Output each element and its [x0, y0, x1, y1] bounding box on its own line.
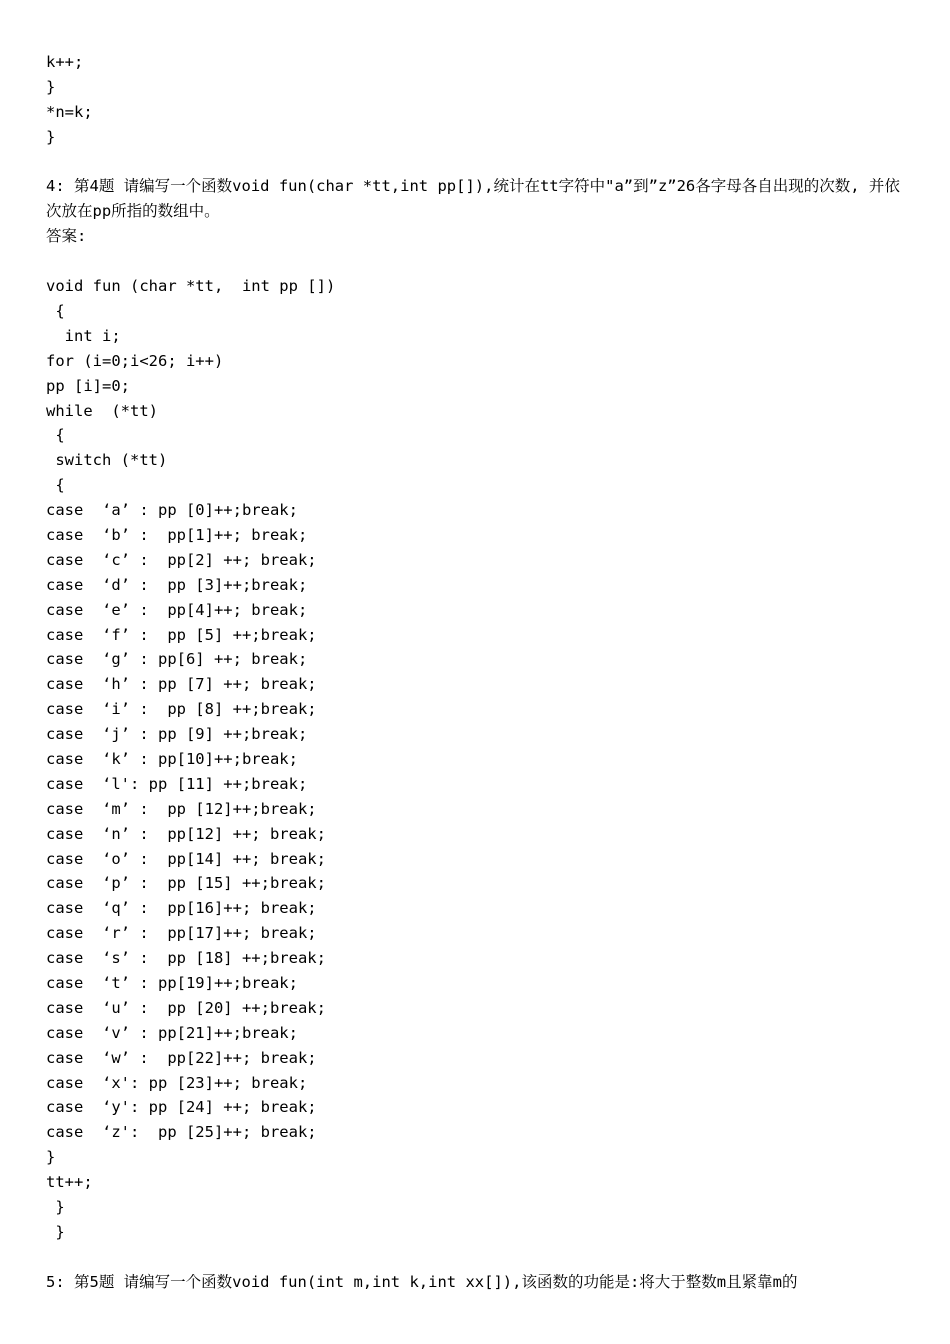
code-line: case ‘s’ : pp [18] ++;break;: [46, 949, 326, 968]
code-line: case ‘h’ : pp [7] ++; break;: [46, 675, 317, 694]
code-line: case ‘w’ : pp[22]++; break;: [46, 1048, 317, 1067]
document-page: [46, 50, 916, 1295]
spacer: [46, 150, 916, 175]
code-line: case ‘t’ : pp[19]++;break;: [46, 973, 298, 992]
code-line: tt++;: [46, 1173, 93, 1192]
code-line: case ‘z': pp [25]++; break;: [46, 1123, 317, 1142]
spacer: [46, 1245, 916, 1270]
code-line: case ‘r’ : pp[17]++; break;: [46, 924, 317, 943]
code-line: for (i=0;i<26; i++): [46, 351, 224, 370]
code-line: k++;: [46, 53, 84, 71]
code-line: while (*tt): [46, 401, 158, 420]
code-line: case ‘u’ : pp [20] ++;break;: [46, 998, 326, 1017]
question-5-text: 5: 第5题 请编写一个函数void fun(int m,int k,int xx[]),该函数的功能是:将大于整数m且紧靠m的: [46, 1272, 798, 1291]
code-line: }: [46, 1148, 56, 1167]
code-line: case ‘g’ : pp[6] ++; break;: [46, 650, 308, 669]
code-line: *n=k;: [46, 102, 93, 121]
code-line: }: [46, 77, 56, 96]
question-4-code-block: [46, 274, 916, 1245]
code-line: case ‘m’ : pp [12]++;break;: [46, 799, 317, 818]
code-line: }: [46, 1198, 65, 1216]
code-line: case ‘o’ : pp[14] ++; break;: [46, 849, 326, 868]
previous-code-tail: [46, 50, 916, 150]
code-line: pp [i]=0;: [46, 376, 130, 395]
question-4-text: 4: 第4题 请编写一个函数void fun(char *tt,int pp[]),统计在tt字符中"a”到”z”26各字母各自出现的次数, 并依次放在pp所指的数组中。: [46, 177, 900, 221]
code-line: case ‘d’ : pp [3]++;break;: [46, 575, 308, 594]
spacer: [46, 249, 916, 274]
code-line: case ‘i’ : pp [8] ++;break;: [46, 700, 317, 719]
code-line: case ‘c’ : pp[2] ++; break;: [46, 550, 317, 569]
code-line: case ‘j’ : pp [9] ++;break;: [46, 725, 308, 744]
code-line: case ‘v’ : pp[21]++;break;: [46, 1023, 298, 1042]
code-line: }: [46, 1222, 65, 1241]
answer-label: 答案:: [46, 227, 87, 246]
code-line: {: [46, 426, 65, 445]
code-line: switch (*tt): [46, 451, 168, 470]
code-line: {: [46, 301, 65, 320]
code-line: case ‘x': pp [23]++; break;: [46, 1073, 308, 1092]
code-line: void fun (char *tt, int pp []): [46, 277, 336, 296]
code-line: int i;: [46, 326, 121, 345]
code-line: case ‘y': pp [24] ++; break;: [46, 1098, 317, 1117]
code-line: }: [46, 127, 56, 146]
code-line: case ‘q’ : pp[16]++; break;: [46, 899, 317, 918]
code-line: case ‘a’ : pp [0]++;break;: [46, 501, 298, 520]
code-line: case ‘l': pp [11] ++;break;: [46, 774, 308, 793]
code-line: case ‘b’ : pp[1]++; break;: [46, 525, 308, 544]
code-line: case ‘f’ : pp [5] ++;break;: [46, 625, 317, 644]
code-line: case ‘n’ : pp[12] ++; break;: [46, 824, 326, 843]
code-line: case ‘e’ : pp[4]++; break;: [46, 600, 308, 619]
code-line: {: [46, 476, 65, 495]
code-line: case ‘p’ : pp [15] ++;break;: [46, 874, 326, 893]
code-line: case ‘k’ : pp[10]++;break;: [46, 749, 298, 768]
